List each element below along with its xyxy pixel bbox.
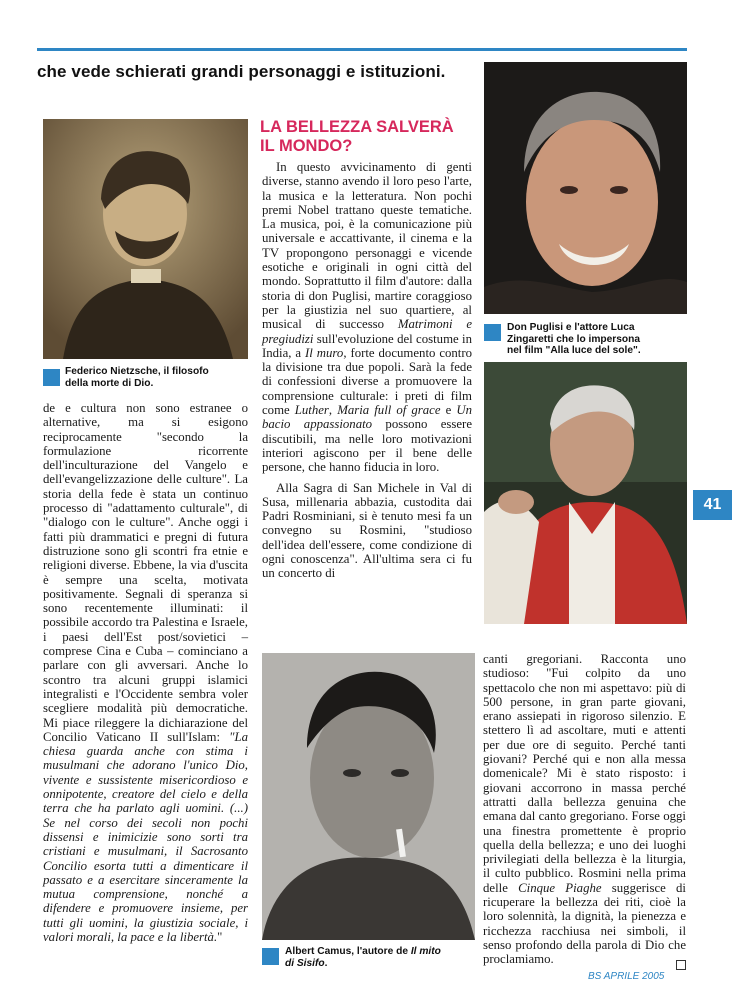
caption-camus-end: . bbox=[324, 957, 328, 969]
priest-photo bbox=[484, 362, 687, 624]
left-column bbox=[43, 401, 248, 944]
heading-line1: LA BELLEZZA SALVERÀ bbox=[260, 118, 454, 136]
page-number-tab: 41 bbox=[693, 490, 732, 520]
caption-marker-puglisi bbox=[484, 324, 501, 341]
right-paragraph: canti gregoriani. Racconta uno studioso: "Fui colpito da uno spettacolo che non mi aspettavo: più di 500 persone, in gran parte giovani, erano assiepati in rigoroso silenzio. E stettero lì ad ascoltare, muti e attenti per due ore di seguito. Perché tanti giovani? Perché qui e non alla messa domenicale? Mi è stato risposto: i giovani accorrono in massa perché attratti dalla bellezza genuina che emana dal canto gregoriano. Forse oggi una finestra promettente è proprio quella della bellezza; e uno dei luoghi privilegiati della bellezza è la liturgia, il culto pubblico. Rosmini nella prima delle Cinque Piaghe suggerisce di ricuperare la bellezza dei riti, cioè la loro solennità, la dignità, la pienezza e ricchezza racchiusa nei simboli, il senso profondo della parola di Dio che proclamiamo. bbox=[483, 652, 686, 967]
nietzsche-photo bbox=[43, 119, 248, 359]
end-of-article-mark bbox=[676, 960, 686, 970]
puglisi-photo bbox=[484, 62, 687, 314]
top-rule bbox=[37, 48, 687, 51]
middle-paragraph-2: Alla Sagra di San Michele in Val di Susa, millenaria abbazia, custodita dai Padri Rosminiani, si è tenuto mesi fa un convegno su Rosmini, "studioso dell'idea dell'essere, come condizione di ogni conoscenza". All'ultima sera ci fu un concerto di bbox=[262, 480, 472, 581]
footer-issue: BS APRILE 2005 bbox=[588, 971, 665, 982]
right-column bbox=[483, 652, 686, 967]
left-paragraph: de e cultura non sono estranee o alternative, ma si esigono reciprocamente "secondo la formulazione ricorrente dell'inculturazione del Vangelo e dell'evangelizzazione delle culture". La storia della fede è stata un continuo processo di "adattamento culturale", di "dialogo con le culture". Anche oggi i fatti più drammatici e pregni di futura distruzione sono gli scontri fra etnie e religioni diverse. Ebbene, la via d'uscita è sempre una scelta, motivata positivamente. Segnali di speranza si sono recentemente illuminati: il possibile accordo tra Palestina e Israele, i paesi dell'Est post/sovietici – comprese Cina e Cuba – cominciano a parlare con gli avversari. Anche lo scontro tra alcuni gruppi islamici integralisti e l'Occidente sembra voler scegliere modalità più democratiche. Mi piace rileggere la dichiarazione del Concilio Vaticano II sull'Islam: "La chiesa guarda anche con stima i musulmani che adorano l'unico Dio, vivente e sussistente misericordioso e onnipotente, creatore del cielo e della terra che ha parlato agli uomini. (...) Se nel corso dei secoli non pochi dissensi e inimicizie sono sorti tra cristiani e musulmani, il Sacrosanto Concilio esorta tutti a dimenticare il passato e a esercitare sinceramente la mutua comprensione, nonché a difendere e promuovere insieme, per tutti gli uomini, la giustizia sociale, i valori morali, la pace e la libertà." bbox=[43, 401, 248, 944]
caption-puglisi-line1: Don Puglisi e l'attore Luca bbox=[507, 322, 635, 333]
caption-puglisi-line2: Zingaretti che lo impersona bbox=[507, 333, 641, 345]
middle-column bbox=[262, 160, 472, 581]
camus-photo bbox=[262, 653, 475, 940]
caption-puglisi bbox=[507, 322, 692, 357]
caption-camus-title-1: Il mito bbox=[410, 946, 441, 957]
caption-camus-text: Albert Camus, l'autore de bbox=[285, 946, 411, 957]
caption-camus bbox=[285, 946, 480, 969]
caption-camus-title-2: di Sisifo bbox=[285, 957, 325, 969]
heading-line2: IL MONDO? bbox=[260, 137, 353, 155]
caption-puglisi-line3: nel film "Alla luce del sole". bbox=[507, 345, 641, 356]
caption-nietzsche-line1: Federico Nietzsche, il filosofo bbox=[65, 366, 209, 377]
lead-line: che vede schierati grandi personaggi e istituzioni. bbox=[37, 62, 446, 81]
middle-paragraph-1: In questo avvicinamento di genti diverse, stanno avendo il loro peso l'arte, la musica e la letteratura. Non pochi premi Nobel trattano queste tematiche. La musica, poi, è la comunicazione più universale e accattivante, il cinema e la TV propongono personaggi e vicende esotiche e originali in ogni città del mondo. Soprattutto il film d'autore: dalla storia di don Puglisi, martire coraggioso per la giustizia nel suo quartiere, al musical di successo Matrimoni e pregiudizi sull'evoluzione del costume in India, a Il muro, forte documento contro la divisione tra due popoli. Sarà la fede di confessioni diverse a promuovere la comprensione culturale: i preti di film come Luther, Maria full of grace e Un bacio appassionato possono essere discutibili, ma nelle loro motivazioni interiori agiscono per il bene delle persone, che hanno fiducia in loro. bbox=[262, 160, 473, 475]
caption-nietzsche-line2: della morte di Dio. bbox=[65, 377, 154, 389]
article-heading bbox=[260, 118, 480, 156]
caption-nietzsche bbox=[65, 366, 250, 389]
caption-marker-camus bbox=[262, 948, 279, 965]
caption-marker-nietzsche bbox=[43, 369, 60, 386]
